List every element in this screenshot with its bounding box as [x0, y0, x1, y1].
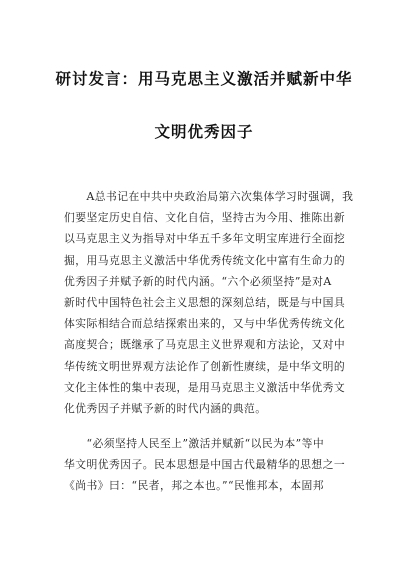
paragraph-line: 以马克思主义为指导对中华五千多年文明宝库进行全面挖	[64, 232, 346, 246]
paragraph-line: “必须坚持人民至上”激活并赋新“以民为本”等中	[64, 437, 325, 450]
paragraph-line: 华文明优秀因子。民本思想是中国古代最精华的思想之一	[64, 458, 346, 472]
paragraph-line: 华传统文明世界观方法论作了创新性赓续，是中华文明的	[64, 359, 346, 373]
paragraph-line: 体实际相结合而总结探索出来的，又与中华优秀传统文化	[64, 317, 346, 331]
paragraph-line: 高度契合；既继承了马克思主义世界观和方法论，又对中	[64, 338, 346, 352]
paragraph-line: A总书记在中共中央政治局第六次集体学习时强调，我	[64, 190, 354, 203]
document-title-line-1: 研讨发言：用马克思主义激活并赋新中华	[55, 70, 353, 88]
paragraph-line: 掘，用马克思主义激活中华优秀传统文化中富有生命力的	[64, 253, 346, 267]
paragraph-line: 文化主体性的集中表现，是用马克思主义激活中华优秀文	[64, 380, 346, 394]
document-title-line-2: 文明优秀因子	[154, 123, 254, 141]
paragraph-line: 新时代中国特色社会主义思想的深刻总结，既是与中国具	[64, 295, 346, 309]
body-paragraph-1	[64, 186, 354, 419]
paragraph-line: 优秀因子并赋予新的时代内涵。“六个必须坚持”是对A	[64, 274, 332, 288]
body-paragraph-2	[64, 433, 354, 497]
paragraph-line: 们要坚定历史自信、文化自信，坚持古为今用、推陈出新	[64, 211, 346, 225]
paragraph-line: 化优秀因子并赋予新的时代内涵的典范。	[64, 401, 267, 415]
paragraph-line: 《尚书》曰：“民者，邦之本也。”“民惟邦本，本固邦	[64, 479, 324, 493]
